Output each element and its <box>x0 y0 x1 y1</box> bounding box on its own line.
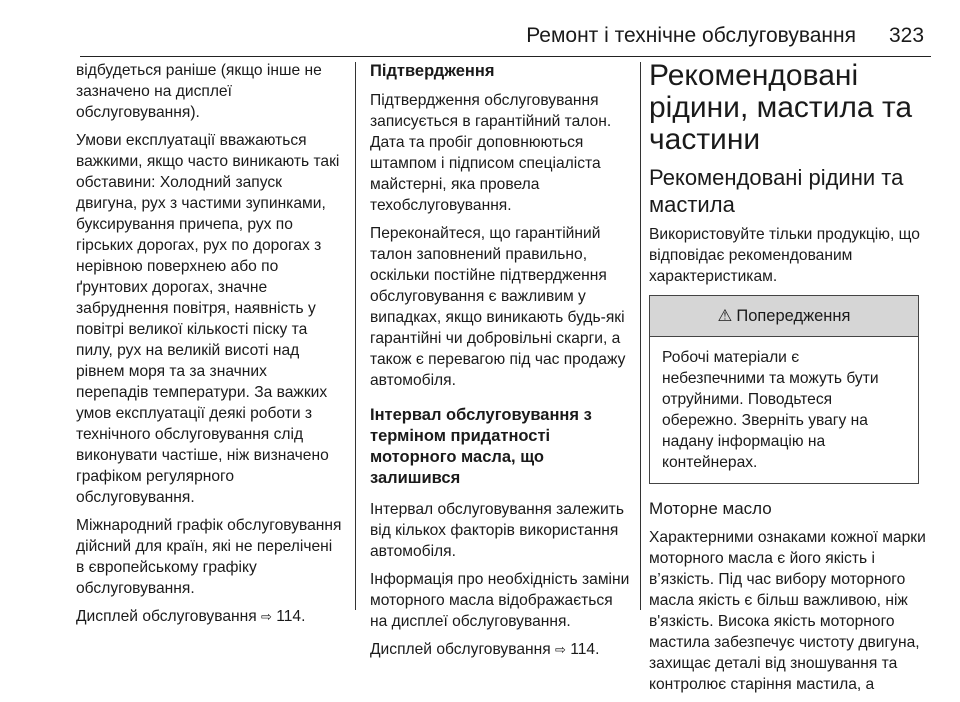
page-number: 323 <box>889 24 925 47</box>
paragraph: відбудеться раніше (якщо інше не зазначено на дисплеї обслуговування). <box>76 62 322 121</box>
cross-reference-text: Дисплей обслуговування <box>76 608 257 625</box>
section-heading: Інтервал обслуговування з терміном придатності моторного масла, що залишився <box>370 406 592 487</box>
warning-box <box>649 295 919 484</box>
paragraph: Характерними ознаками кожної марки моторного масла є його якість і в’язкість. Під час вибору моторного масла якість є більш важливою, ніж в'язкість. Висока якість моторного мастила забезпечує чистоту двигуна, захищає деталі від зношування та контролює старіння мастила, а <box>649 529 926 693</box>
paragraph: Переконайтеся, що гарантійний талон заповнений правильно, оскільки постійне підтвердження обслуговування є важливим у випадках, якщо виникають будь-які гарантійні чи добровільні скарги, а також є перевагою під час продажу автомобіля. <box>370 225 626 389</box>
header-divider <box>80 56 931 57</box>
section-title: Ремонт і технічне обслуговування <box>526 24 856 47</box>
cross-reference-text: Дисплей обслуговування <box>370 641 551 658</box>
paragraph: Умови експлуатації вважаються важкими, якщо часто виникають такі обставини: Холодний запуск двигуна, рух з частими зупинками, буксирування причепа, рух по гірських дорогах, рух по дорогах з нерівною поверхнею або по ґрунтових дорогах, значне забруднення повітря, наявність у повітрі великої кількості піску та пилу, рух на великій висоті над рівнем моря та за значних перепадів температури. За важких умов експлуатації деякі роботи з технічного обслуговування слід виконувати частіше, ніж визначено графіком регулярного обслуговування. <box>76 132 340 506</box>
warning-triangle-icon: ⚠ <box>717 306 733 325</box>
warning-body: Робочі матеріали є небезпечними та можуть бути отруйними. Поводьтеся обережно. Зверніть увагу на надану інформацію на контейнерах. <box>662 349 879 471</box>
chapter-title: Рекомендовані рідини, мастила та частини <box>649 59 913 156</box>
section-heading: Моторне масло <box>649 499 772 518</box>
paragraph: Інтервал обслуговування залежить від кількох факторів використання автомобіля. <box>370 501 624 560</box>
arrow-ref-icon: ⇨ <box>261 609 272 624</box>
cross-reference <box>76 606 342 627</box>
section-heading: Підтвердження <box>370 62 495 80</box>
cross-reference <box>370 639 634 660</box>
arrow-ref-icon: ⇨ <box>555 642 566 657</box>
column-divider <box>355 62 356 610</box>
column-3 <box>649 60 933 702</box>
paragraph: Міжнародний графік обслуговування дійсний для країн, які не перелічені в європейському графіку обслуговування. <box>76 517 342 597</box>
cross-reference-page: 114. <box>570 641 600 658</box>
column-2 <box>370 60 634 667</box>
page-header <box>0 0 960 56</box>
section-subtitle: Рекомендовані рідини та мастила <box>649 165 904 217</box>
column-1 <box>76 60 342 634</box>
cross-reference-page: 114. <box>276 608 306 625</box>
warning-title: Попередження <box>736 306 851 325</box>
paragraph: Інформація про необхідність заміни моторного масла відображається на дисплеї обслуговування. <box>370 571 630 630</box>
paragraph: Використовуйте тільки продукцію, що відповідає рекомендованим характеристикам. <box>649 226 920 285</box>
warning-header <box>650 296 918 337</box>
paragraph: Підтвердження обслуговування записується в гарантійний талон. Дата та пробіг доповнюються штампом і підписом спеціаліста майстерні, яка провела техобслуговування. <box>370 92 612 214</box>
column-divider <box>640 62 641 610</box>
